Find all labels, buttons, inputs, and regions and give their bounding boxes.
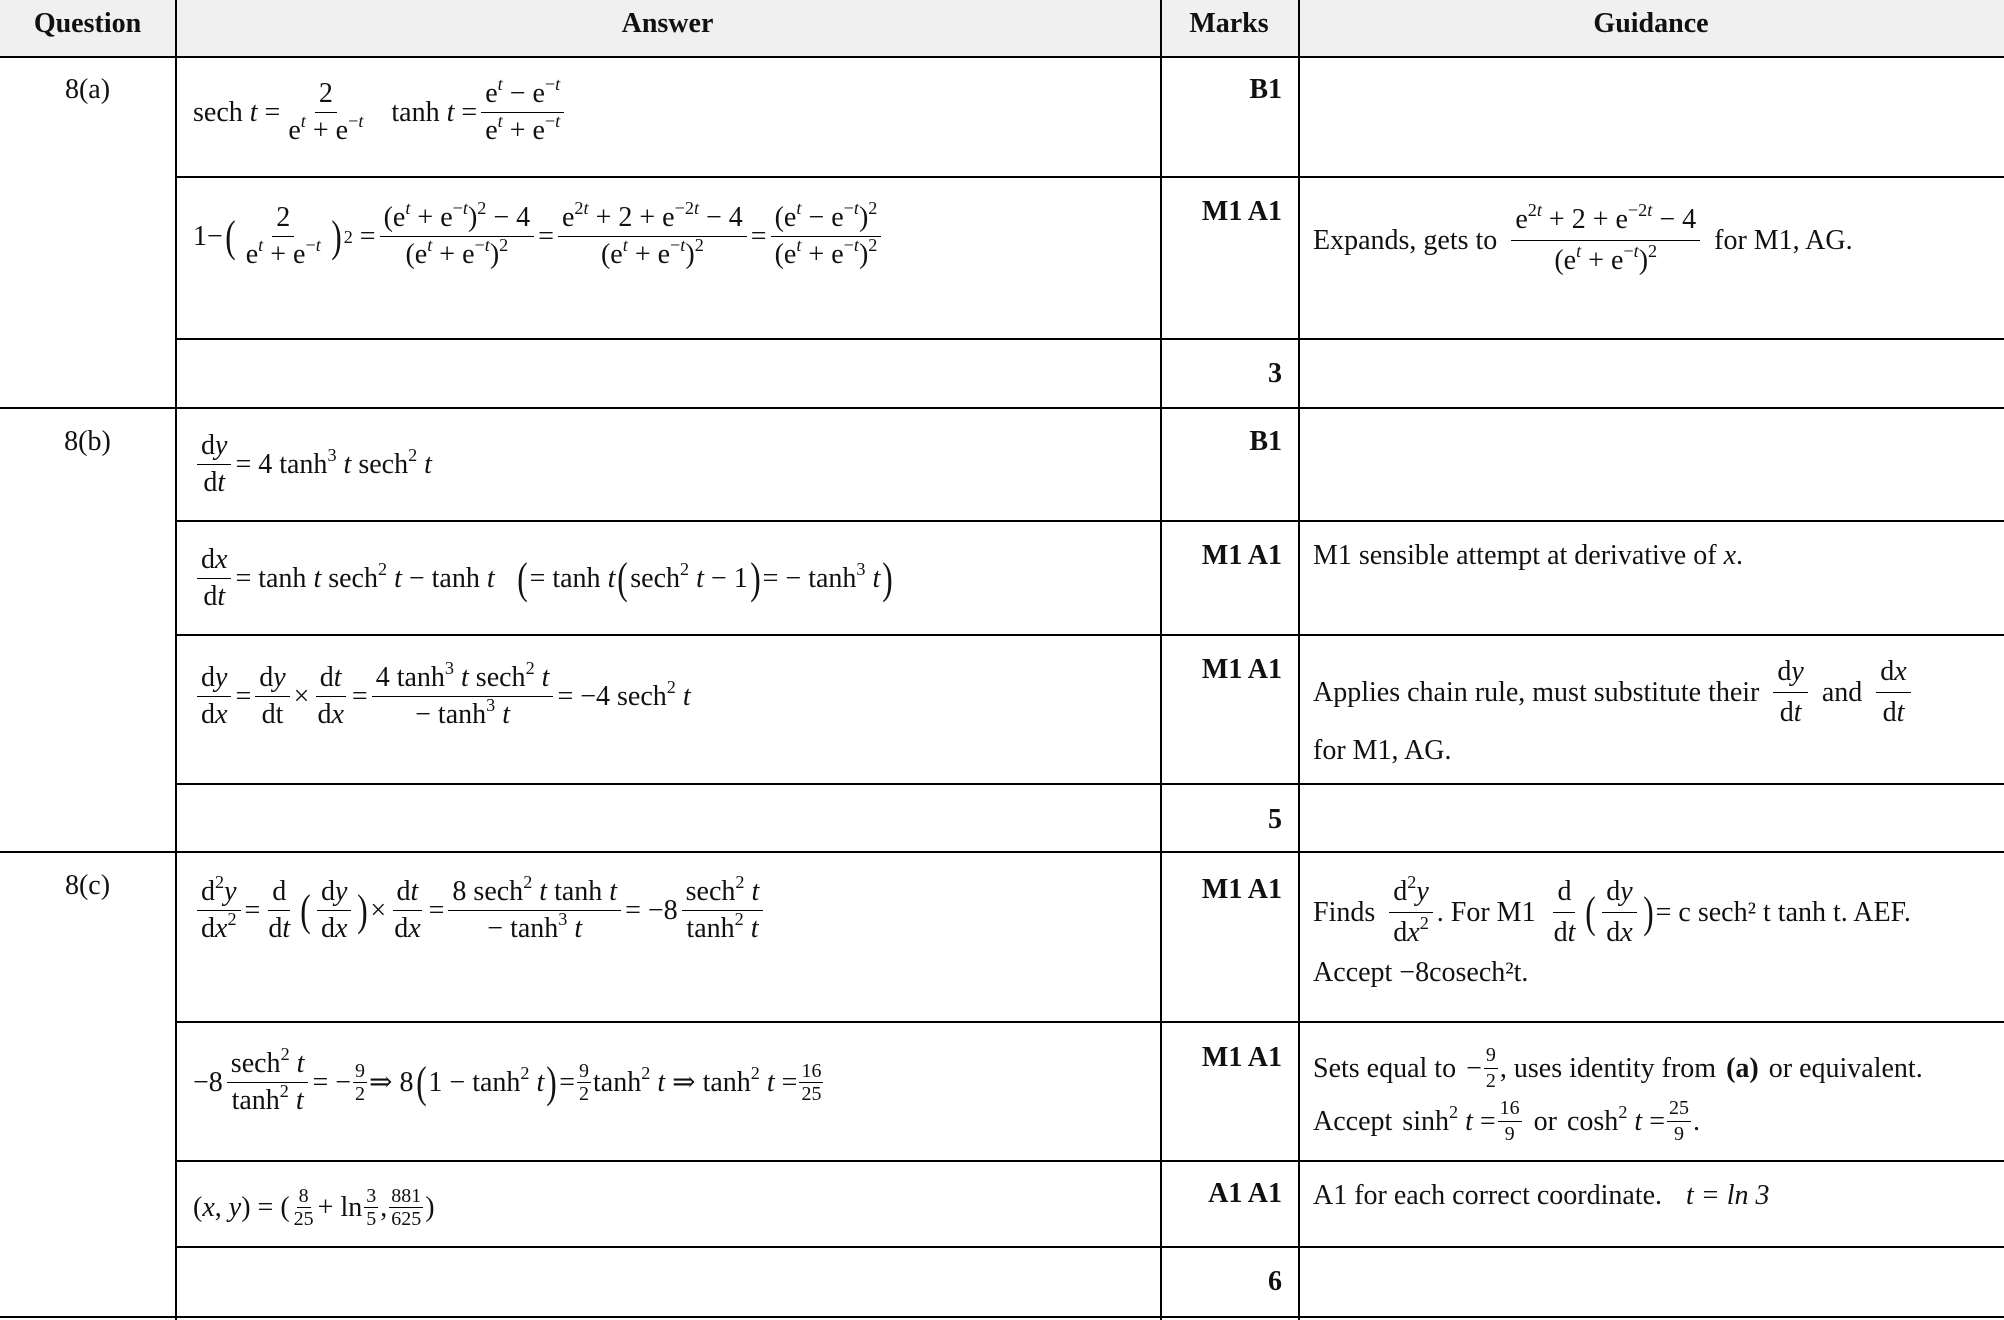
guidance-text: A1 for each correct coordinate. bbox=[1313, 1180, 1663, 1211]
guidance-part-ref: (a) bbox=[1726, 1052, 1759, 1084]
grid-line bbox=[0, 851, 2004, 853]
guidance-8c-1: Finds $\frac{d^2y}{dx^2}$ . For M1 $\frac{d}{dt}$ ( $\frac{dy}{dx}$ ) = c sech² t tanh t. AEF. Accept −8cosech²t. bbox=[1313, 876, 1998, 989]
grid-line bbox=[0, 56, 2004, 58]
guidance-text: Accept bbox=[1313, 1105, 1393, 1137]
marks-8c-1: M1 A1 bbox=[1201, 874, 1282, 905]
total-marks-8c: 6 bbox=[1268, 1266, 1282, 1297]
header-guidance: Guidance bbox=[1593, 8, 1709, 39]
grid-line bbox=[175, 0, 177, 1320]
answer-8b-dxdt: $\frac{dx}{dt}$ = tanh t sech$^2$ t − tanh t ( = tanh t ( sech$^2$ t − 1 ) = − $\tanh^3 t$ ) bbox=[193, 546, 895, 611]
answer-8c-coordinates: ( x , y ) = ( $\frac{8}{25}$ + ln $\frac{3}{5}$ , $\frac{881}{625}$ ) bbox=[193, 1185, 435, 1230]
grid-line bbox=[175, 783, 2004, 785]
guidance-text: or bbox=[1533, 1105, 1557, 1137]
guidance-8b-2 bbox=[1313, 540, 1998, 572]
grid-line bbox=[175, 176, 2004, 178]
grid-line bbox=[1298, 0, 1300, 1320]
guidance-8b-3: Applies chain rule, must substitute their $\frac{dy}{dt}$ and $\frac{dx}{dt}$ for M1, AG. bbox=[1313, 656, 1998, 767]
question-label: 8(a) bbox=[64, 74, 111, 105]
guidance-8a-2: Expands, gets to $\frac{e^{2t} + 2 + e^{-2t} - 4}{(e^t + e^{-t})^2}$ for M1, AG. bbox=[1313, 200, 1853, 276]
guidance-text: or equivalent. bbox=[1768, 1052, 1923, 1084]
grid-line bbox=[175, 520, 2004, 522]
guidance-text: . For M1 bbox=[1436, 896, 1536, 928]
guidance-text: Accept −8cosech²t. bbox=[1313, 957, 1529, 988]
guidance-8c-3 bbox=[1313, 1180, 1998, 1212]
total-marks-8b: 5 bbox=[1268, 804, 1282, 835]
grid-line bbox=[175, 1246, 2004, 1248]
answer-8a-definitions: sech t = $\frac{2}{e^t + e^{-t}}$ tanh t = $\frac{e^t - e^{-t}}{e^t + e^{-t}}$ bbox=[193, 80, 568, 145]
grid-line bbox=[175, 1021, 2004, 1023]
header-question: Question bbox=[33, 8, 142, 39]
grid-line bbox=[175, 634, 2004, 636]
total-marks-8a: 3 bbox=[1268, 358, 1282, 389]
guidance-text: Sets equal to bbox=[1313, 1052, 1457, 1084]
answer-8b-dydx: $\frac{dy}{dx}$ = $\frac{dy}{dt}$ × $\frac{dt}{dx}$ = $\frac{4 \tanh^3 t \sec h^2 t}{- \tanh^3 t}$ = −4 sech$^2$ t bbox=[193, 664, 691, 729]
answer-8b-dydt: $\frac{dy}{dt}$ = 4 $\tanh^3 t$ sech$^2$ t bbox=[193, 432, 432, 497]
header-marks: Marks bbox=[1189, 8, 1269, 39]
guidance-text: for M1, AG. bbox=[1313, 735, 1452, 766]
guidance-text: . bbox=[1736, 540, 1743, 571]
marks-8b-2: M1 A1 bbox=[1201, 540, 1282, 571]
guidance-text: for M1, AG. bbox=[1714, 224, 1853, 256]
marks-8b-1: B1 bbox=[1249, 426, 1282, 457]
grid-line bbox=[0, 1316, 2004, 1318]
grid-line bbox=[175, 1160, 2004, 1162]
answer-8c-solve: −8 $\frac{\sec h^2 t}{\tanh^2 t}$ = − $\frac{9}{2}$ ⇒ 8 ( $1 - \tanh^2 t$ ) = $\frac{9}{2}$ $\tanh^2 t$ ⇒ $\tanh^2 t$ = $\frac{16}{25}$ bbox=[193, 1044, 822, 1116]
guidance-text: , uses identity from bbox=[1499, 1052, 1717, 1084]
marks-8b-3: M1 A1 bbox=[1201, 654, 1282, 685]
marks-8c-2: M1 A1 bbox=[1201, 1042, 1282, 1073]
grid-line bbox=[175, 338, 2004, 340]
marks-8a-2: M1 A1 bbox=[1201, 196, 1282, 227]
answer-8a-identity: 1− ( $\frac{2}{e^t + e^{-t}}$ ) 2 = $\frac{(e^t + e^{-t})^2 - 4}{(e^t + e^{-t})^2}$ = $\frac{e^{2t} + 2 + e^{-2t} - 4}{(e^t + e^{-t})^2}$ = $\frac{(e^t - e^{-t})^2}{(e^t + e^{-t})^2}$ bbox=[193, 204, 885, 269]
guidance-text: M1 sensible attempt at derivative of bbox=[1313, 540, 1717, 571]
answer-8c-second-derivative: $\frac{d^2y}{dx^2}$ = $\frac{d}{dt}$ ( $\frac{dy}{dx}$ ) × $\frac{dt}{dx}$ = $\frac{8 \sec h^2 t \tanh t}{- \tanh^3 t}$ = −8 $\frac{\sec h^2 t}{\tanh^2 t}$ bbox=[193, 878, 767, 943]
guidance-text: = c sech² t tanh t. AEF. bbox=[1655, 896, 1911, 928]
header-answer: Answer bbox=[621, 8, 714, 39]
guidance-math: t = ln 3 bbox=[1686, 1180, 1770, 1211]
question-label: 8(b) bbox=[64, 426, 111, 457]
grid-line bbox=[0, 407, 2004, 409]
guidance-8c-2: Sets equal to − $\frac{9}{2}$ , uses identity from (a) or equivalent. Accept $\sinh^2 t$ = $\frac{16}{9}$ or $\cosh^2 t$ = $\frac{25}{9}$ . bbox=[1313, 1044, 1923, 1145]
marks-8a-1: B1 bbox=[1249, 74, 1282, 105]
guidance-text: and bbox=[1821, 676, 1863, 708]
guidance-text: Applies chain rule, must substitute their bbox=[1313, 676, 1760, 708]
marks-8c-3: A1 A1 bbox=[1208, 1178, 1282, 1209]
guidance-variable: x bbox=[1723, 540, 1736, 571]
guidance-text: Finds bbox=[1313, 896, 1376, 928]
guidance-text: Expands, gets to bbox=[1313, 224, 1498, 256]
question-label: 8(c) bbox=[64, 870, 111, 901]
